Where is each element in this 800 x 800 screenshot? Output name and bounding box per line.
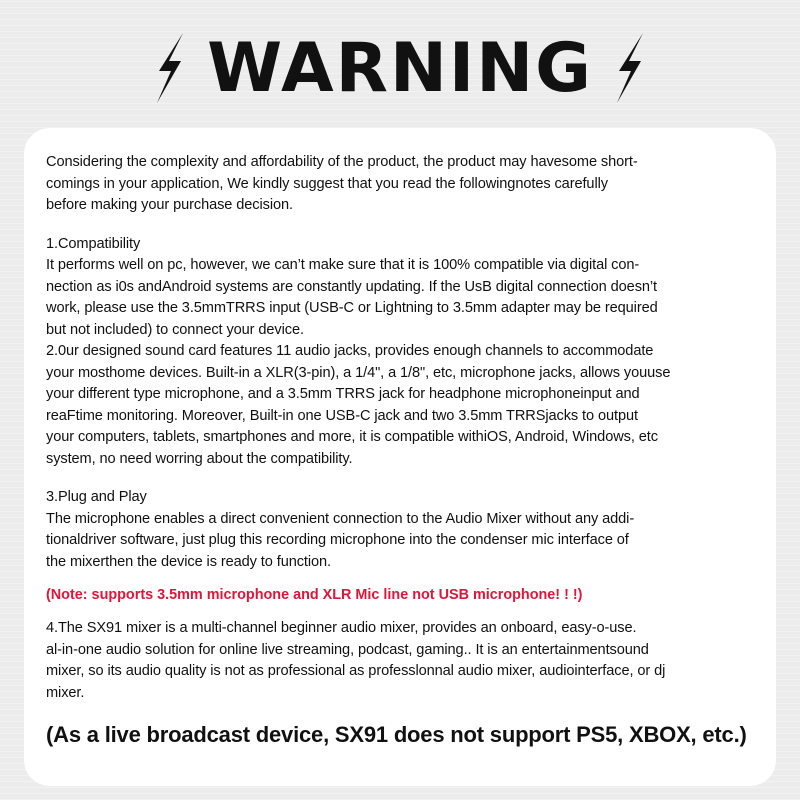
section-line: your computers, tablets, smartphones and more, it is compatible withiOS, Android, Windows, etc <box>46 429 658 445</box>
section-line: mixer. <box>46 684 85 701</box>
page-title: WARNING <box>207 28 593 108</box>
section-line: work, please use the 3.5mmTRRS input (USB-C or Lightning to 3.5mm adapter may be required <box>46 300 658 316</box>
warning-card <box>24 128 776 786</box>
section-line: reaFtime monitoring. Moreover, Built-in one USB-C jack and two 3.5mm TRRSjacks to output <box>46 407 638 424</box>
section-line: your different type microphone, and a 3.5mm TRRS jack for headphone microphoneinput and <box>46 386 640 402</box>
section-line: the mixerthen the device is ready to function. <box>46 553 332 570</box>
section-heading: 3.Plug and Play <box>46 489 147 505</box>
section-line: system, no need worring about the compatibility. <box>46 450 353 467</box>
section-heading: 1.Compatibility <box>46 235 141 252</box>
intro-line: comings in your application, We kindly suggest that you read the followingnotes carefully <box>46 175 608 192</box>
section-line: al-in-one audio solution for online live streaming, podcast, gaming.. It is an entertainmentsound <box>46 641 649 658</box>
section-line: It performs well on pc, however, we can’t make sure that it is 100% compatible via digital con- <box>46 257 640 273</box>
warning-header <box>0 18 800 118</box>
section-line: 2.0ur designed sound card features 11 audio jacks, provides enough channels to accommodate <box>46 343 654 359</box>
intro-line: before making your purchase decision. <box>46 197 293 213</box>
section-line: mixer, so its audio quality is not as professional as professlonnal audio mixer, audiointerface, or dj <box>46 663 666 679</box>
section-line: nection as i0s andAndroid systems are constantly updating. If the UsB digital connection doesn’t <box>46 278 657 295</box>
section-plug-and-play <box>46 487 756 606</box>
section-line: tionaldriver software, just plug this recording microphone into the condenser mic interface of <box>46 532 629 548</box>
intro-line: Considering the complexity and affordability of the product, the product may havesome short- <box>46 154 638 170</box>
lightning-bolt-icon <box>153 31 187 105</box>
section-line: but not included) to connect your device. <box>46 321 304 338</box>
section-compatibility <box>46 234 756 342</box>
red-note: (Note: supports 3.5mm microphone and XLR Mic line not USB microphone! ! !) <box>46 587 583 603</box>
section-line: your mosthome devices. Built-in a XLR(3-pin), a 1/4", a 1/8", etc, microphone jacks, allows youuse <box>46 364 671 381</box>
section-sound-card <box>46 341 756 470</box>
section-line: 4.The SX91 mixer is a multi-channel beginner audio mixer, provides an onboard, easy-o-use. <box>46 620 637 636</box>
section-mixer <box>46 618 756 704</box>
intro-paragraph <box>46 152 756 217</box>
lightning-bolt-icon <box>613 31 647 105</box>
section-line: The microphone enables a direct convenient connection to the Audio Mixer without any addi- <box>46 510 635 527</box>
footer-note: (As a live broadcast device, SX91 does not support PS5, XBOX, etc.) <box>46 722 747 747</box>
